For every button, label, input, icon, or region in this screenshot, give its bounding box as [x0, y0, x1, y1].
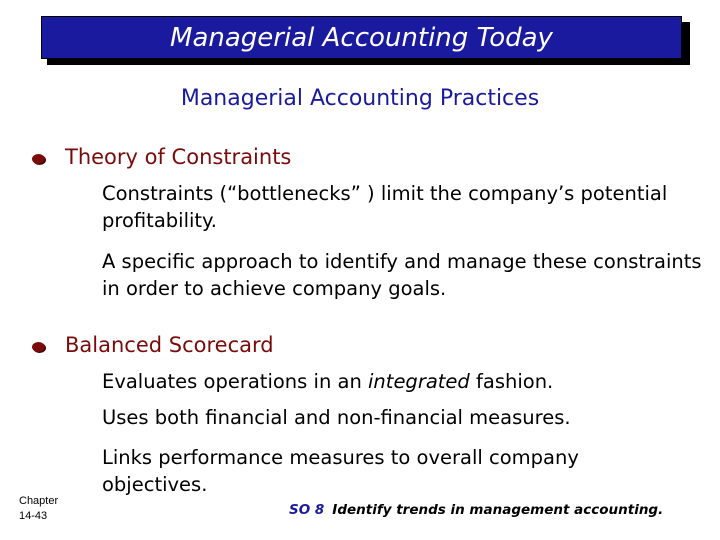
title-bar: [41, 16, 682, 59]
section-point: Uses both financial and non-financial measures.: [102, 406, 571, 429]
chapter-number: 14-43: [19, 510, 48, 522]
point-text: fashion.: [469, 370, 554, 393]
study-objective: [289, 502, 663, 518]
slide-subtitle: Managerial Accounting Practices: [180, 86, 540, 111]
point-text: Evaluates operations in an: [102, 370, 369, 393]
section-heading-balanced-scorecard: Balanced Scorecard: [65, 333, 274, 357]
study-objective-text: Identify trends in management accounting.: [332, 502, 664, 518]
bullet-icon: [32, 154, 45, 164]
section-point: Constraints (“bottlenecks” ) limit the company’s potential profitability.: [102, 182, 668, 232]
chapter-label-text: Chapter: [19, 495, 59, 507]
slide-title: Managerial Accounting Today: [170, 22, 553, 53]
section-point: A specific approach to identify and manage these constraints in order to achieve company goals.: [102, 250, 702, 300]
point-emphasis: integrated: [368, 370, 470, 393]
section-point: Links performance measures to overall company objectives.: [102, 446, 579, 496]
study-objective-label: SO 8: [289, 502, 325, 518]
section-point: [102, 368, 702, 395]
bullet-icon: [32, 342, 45, 352]
chapter-label: [19, 494, 58, 524]
section-heading-theory-of-constraints: Theory of Constraints: [65, 145, 292, 169]
